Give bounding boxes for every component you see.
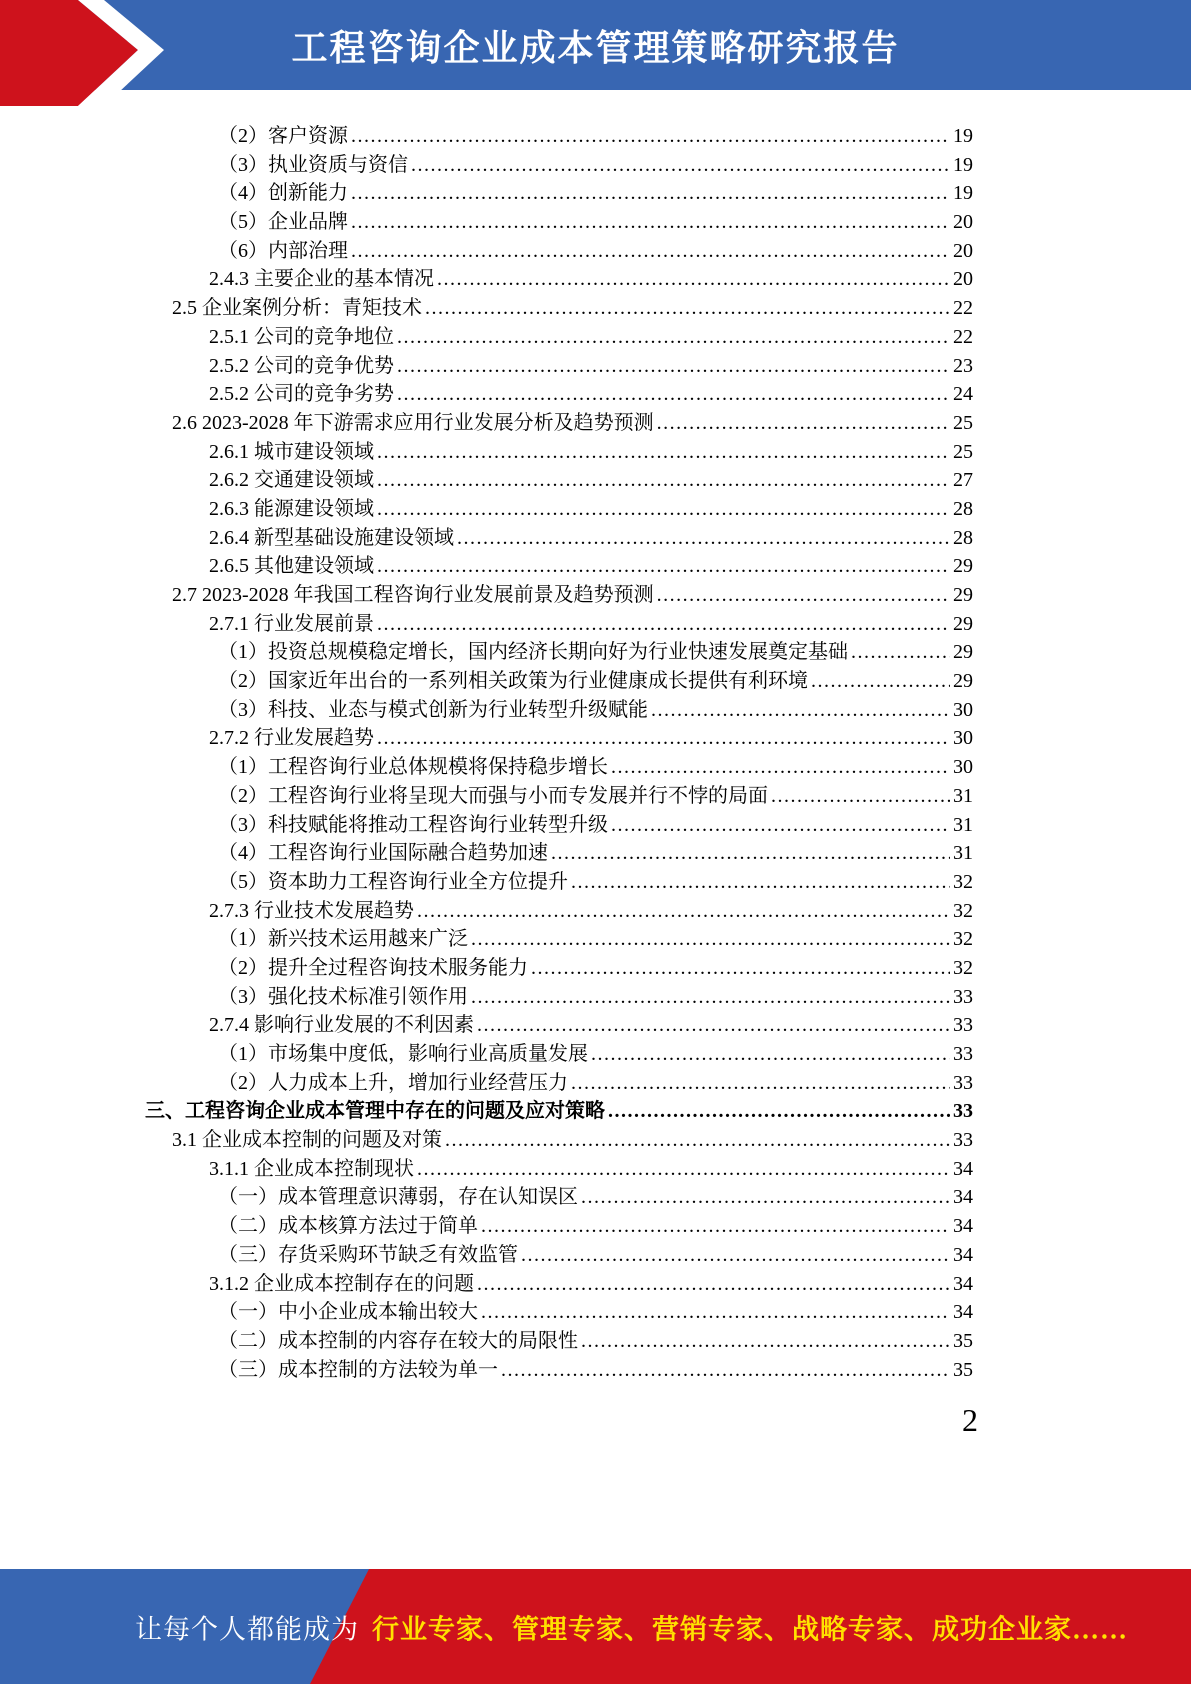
toc-entry[interactable] bbox=[145, 1298, 973, 1327]
toc-dot-leader bbox=[377, 552, 950, 581]
toc-entry[interactable] bbox=[145, 724, 973, 753]
toc-entry-title: （二）成本核算方法过于简单 bbox=[218, 1215, 478, 1238]
toc-dot-leader bbox=[471, 925, 950, 954]
toc-entry-title: （二）成本控制的内容存在较大的局限性 bbox=[218, 1329, 578, 1352]
toc-dot-leader bbox=[377, 438, 950, 467]
toc-entry[interactable] bbox=[145, 151, 973, 180]
toc-dot-leader bbox=[425, 294, 950, 323]
toc-entry[interactable] bbox=[145, 1270, 973, 1299]
toc-entry-title: 2.7.4 影响行业发展的不利因素 bbox=[209, 1014, 474, 1037]
toc-entry[interactable] bbox=[145, 1011, 973, 1040]
toc-entry[interactable] bbox=[145, 294, 973, 323]
toc-dot-leader bbox=[608, 1097, 950, 1126]
toc-dot-leader bbox=[437, 265, 950, 294]
toc-entry-title: 2.6 2023-2028 年下游需求应用行业发展分析及趋势预测 bbox=[172, 411, 654, 434]
toc-entry[interactable] bbox=[145, 352, 973, 381]
toc bbox=[145, 122, 973, 1384]
toc-entry-page: 31 bbox=[953, 784, 973, 807]
toc-entry-page: 34 bbox=[953, 1301, 973, 1324]
toc-entry-page: 29 bbox=[953, 555, 973, 578]
toc-entry-page: 33 bbox=[953, 1100, 973, 1123]
toc-entry-title: 2.5.2 公司的竞争优势 bbox=[209, 354, 394, 377]
toc-entry-title: 2.5.2 公司的竞争劣势 bbox=[209, 383, 394, 406]
toc-entry[interactable] bbox=[145, 122, 973, 151]
toc-dot-leader bbox=[571, 868, 950, 897]
toc-dot-leader bbox=[531, 954, 950, 983]
toc-dot-leader bbox=[377, 466, 950, 495]
toc-entry-title: 2.6.3 能源建设领域 bbox=[209, 497, 374, 520]
toc-entry-page: 34 bbox=[953, 1157, 973, 1180]
toc-entry-page: 31 bbox=[953, 842, 973, 865]
toc-entry[interactable] bbox=[145, 1356, 973, 1385]
toc-dot-leader bbox=[571, 1069, 950, 1098]
toc-entry[interactable] bbox=[145, 524, 973, 553]
toc-dot-leader bbox=[501, 1356, 950, 1385]
toc-entry[interactable] bbox=[145, 925, 973, 954]
toc-entry[interactable] bbox=[145, 495, 973, 524]
toc-dot-leader bbox=[397, 323, 950, 352]
toc-entry-page: 33 bbox=[953, 1129, 973, 1152]
toc-dot-leader bbox=[771, 782, 950, 811]
toc-entry-page: 31 bbox=[953, 813, 973, 836]
toc-entry-page: 32 bbox=[953, 928, 973, 951]
toc-entry-title: （2）客户资源 bbox=[218, 125, 348, 147]
toc-entry-title: （1）新兴技术运用越来广泛 bbox=[218, 928, 468, 951]
toc-dot-leader bbox=[457, 524, 950, 553]
toc-dot-leader bbox=[481, 1298, 950, 1327]
toc-entry-page: 32 bbox=[953, 870, 973, 893]
toc-entry-title: 2.7.3 行业技术发展趋势 bbox=[209, 899, 414, 922]
toc-dot-leader bbox=[351, 122, 950, 151]
toc-entry-title: （1）工程咨询行业总体规模将保持稳步增长 bbox=[218, 756, 608, 779]
toc-entry-title: 3.1.2 企业成本控制存在的问题 bbox=[209, 1272, 474, 1295]
toc-entry[interactable] bbox=[145, 782, 973, 811]
toc-entry-page: 35 bbox=[953, 1329, 973, 1352]
toc-entry-page: 30 bbox=[953, 727, 973, 750]
toc-dot-leader bbox=[351, 179, 950, 208]
toc-dot-leader bbox=[351, 237, 950, 266]
toc-entry-page: 30 bbox=[953, 756, 973, 779]
toc-entry-title: （3）科技、业态与模式创新为行业转型升级赋能 bbox=[218, 698, 648, 721]
toc-dot-leader bbox=[351, 208, 950, 237]
toc-entry-page: 28 bbox=[953, 497, 973, 520]
toc-entry-title: （一）中小企业成本输出较大 bbox=[218, 1301, 478, 1324]
toc-entry-title: （三）成本控制的方法较为单一 bbox=[218, 1358, 498, 1381]
toc-entry-title: 2.7 2023-2028 年我国工程咨询行业发展前景及趋势预测 bbox=[172, 584, 654, 606]
toc-entry-page: 29 bbox=[953, 584, 973, 606]
toc-entry-title: （5）资本助力工程咨询行业全方位提升 bbox=[218, 870, 568, 893]
toc-dot-leader bbox=[591, 1040, 950, 1069]
toc-entry-page: 33 bbox=[953, 1014, 973, 1037]
toc-entry-page: 34 bbox=[953, 1215, 973, 1238]
toc-entry[interactable] bbox=[145, 897, 973, 926]
toc-dot-leader bbox=[481, 1212, 950, 1241]
toc-entry-title: （2）国家近年出台的一系列相关政策为行业健康成长提供有利环境 bbox=[218, 670, 808, 693]
report-title: 工程咨询企业成本管理策略研究报告 bbox=[291, 26, 900, 68]
toc-dot-leader bbox=[445, 1126, 950, 1155]
toc-entry[interactable] bbox=[145, 811, 973, 840]
toc-entry[interactable] bbox=[145, 983, 973, 1012]
toc-dot-leader bbox=[397, 352, 950, 381]
toc-entry[interactable] bbox=[145, 1155, 973, 1184]
footer-slogan: 让每个人都能成为 bbox=[135, 1614, 359, 1644]
toc-entry-page: 22 bbox=[953, 325, 973, 348]
toc-entry-title: 2.5.1 公司的竞争地位 bbox=[209, 325, 394, 348]
toc-entry-title: 2.6.2 交通建设领域 bbox=[209, 469, 374, 492]
toc-entry[interactable] bbox=[145, 610, 973, 639]
toc-entry-title: 2.7.1 行业发展前景 bbox=[209, 612, 374, 635]
toc-entry-page: 23 bbox=[953, 354, 973, 377]
toc-entry[interactable] bbox=[145, 466, 973, 495]
toc-dot-leader bbox=[611, 753, 950, 782]
toc-dot-leader bbox=[377, 495, 950, 524]
toc-entry-page: 19 bbox=[953, 153, 973, 176]
toc-entry[interactable] bbox=[145, 380, 973, 409]
toc-entry[interactable] bbox=[145, 954, 973, 983]
toc-dot-leader bbox=[657, 581, 950, 610]
toc-entry-title: （一）成本管理意识薄弱，存在认知误区 bbox=[218, 1186, 578, 1209]
toc-entry-page: 34 bbox=[953, 1243, 973, 1266]
toc-dot-leader bbox=[657, 409, 950, 438]
toc-entry[interactable] bbox=[145, 552, 973, 581]
toc-entry-title: （5）企业品牌 bbox=[218, 211, 348, 234]
toc-dot-leader bbox=[477, 1270, 950, 1299]
toc-entry-title: 3.1.1 企业成本控制现状 bbox=[209, 1157, 414, 1180]
toc-entry-page: 34 bbox=[953, 1186, 973, 1209]
page-number: 2 bbox=[962, 1402, 978, 1438]
toc-entry-page: 33 bbox=[953, 985, 973, 1008]
footer-experts-text: 行业专家、管理专家、营销专家、战略专家、成功企业家…… bbox=[372, 1614, 1128, 1644]
toc-entry-page: 35 bbox=[953, 1358, 973, 1381]
toc-entry-page: 22 bbox=[953, 297, 973, 320]
toc-entry-page: 20 bbox=[953, 268, 973, 291]
toc-entry-title: （三）存货采购环节缺乏有效监管 bbox=[218, 1243, 518, 1266]
toc-entry-title: 3.1 企业成本控制的问题及对策 bbox=[172, 1129, 442, 1152]
toc-entry[interactable] bbox=[145, 323, 973, 352]
toc-entry[interactable] bbox=[145, 667, 973, 696]
toc-dot-leader bbox=[651, 696, 950, 725]
footer bbox=[0, 1569, 1191, 1684]
toc-entry-page: 28 bbox=[953, 526, 973, 549]
toc-dot-leader bbox=[417, 897, 950, 926]
toc-entry-page: 29 bbox=[953, 641, 973, 664]
toc-entry-page: 29 bbox=[953, 612, 973, 635]
toc-entry[interactable] bbox=[145, 1327, 973, 1356]
toc-entry[interactable] bbox=[145, 237, 973, 266]
toc-entry-page: 19 bbox=[953, 182, 973, 205]
toc-entry-page: 25 bbox=[953, 411, 973, 434]
toc-entry-page: 32 bbox=[953, 899, 973, 922]
toc-entry[interactable] bbox=[145, 1097, 973, 1126]
toc-entry[interactable] bbox=[145, 1241, 973, 1270]
toc-entry-title: （3）科技赋能将推动工程咨询行业转型升级 bbox=[218, 813, 608, 836]
toc-entry[interactable] bbox=[145, 868, 973, 897]
toc-entry-title: 2.4.3 主要企业的基本情况 bbox=[209, 268, 434, 291]
toc-entry[interactable] bbox=[145, 1040, 973, 1069]
toc-entry-page: 19 bbox=[953, 125, 973, 147]
toc-entry-title: 2.5 企业案例分析：青矩技术 bbox=[172, 297, 422, 320]
toc-entry-page: 27 bbox=[953, 469, 973, 492]
toc-entry[interactable] bbox=[145, 1183, 973, 1212]
toc-entry-page: 34 bbox=[953, 1272, 973, 1295]
toc-entry[interactable] bbox=[145, 265, 973, 294]
toc-entry-title: （3）执业资质与资信 bbox=[218, 153, 408, 176]
toc-dot-leader bbox=[611, 811, 950, 840]
toc-entry[interactable] bbox=[145, 696, 973, 725]
toc-entry-title: （3）强化技术标准引领作用 bbox=[218, 985, 468, 1008]
toc-entry[interactable] bbox=[145, 1212, 973, 1241]
toc-entry-page: 20 bbox=[953, 239, 973, 262]
toc-entry-title: （4）创新能力 bbox=[218, 182, 348, 205]
toc-dot-leader bbox=[551, 839, 950, 868]
toc-dot-leader bbox=[377, 610, 950, 639]
toc-dot-leader bbox=[471, 983, 950, 1012]
toc-dot-leader bbox=[581, 1327, 950, 1356]
toc-entry[interactable] bbox=[145, 1126, 973, 1155]
toc-entry[interactable] bbox=[145, 638, 973, 667]
toc-entry-page: 20 bbox=[953, 211, 973, 234]
toc-entry[interactable] bbox=[145, 438, 973, 467]
toc-dot-leader bbox=[417, 1155, 950, 1184]
toc-entry-page: 29 bbox=[953, 670, 973, 693]
toc-entry-page: 25 bbox=[953, 440, 973, 463]
toc-dot-leader bbox=[397, 380, 950, 409]
toc-dot-leader bbox=[377, 724, 950, 753]
toc-entry-page: 32 bbox=[953, 956, 973, 979]
toc-entry[interactable] bbox=[145, 1069, 973, 1098]
toc-entry-page: 33 bbox=[953, 1043, 973, 1065]
toc-entry[interactable] bbox=[145, 409, 973, 438]
toc-entry[interactable] bbox=[145, 179, 973, 208]
toc-entry-title: 2.6.1 城市建设领域 bbox=[209, 440, 374, 463]
toc-entry-title: 2.7.2 行业发展趋势 bbox=[209, 727, 374, 750]
toc-entry-page: 24 bbox=[953, 383, 973, 406]
toc-entry-title: （2）人力成本上升，增加行业经营压力 bbox=[218, 1071, 568, 1094]
toc-entry-title: （6）内部治理 bbox=[218, 239, 348, 262]
toc-entry-title: （4）工程咨询行业国际融合趋势加速 bbox=[218, 842, 548, 865]
toc-entry-page: 30 bbox=[953, 698, 973, 721]
toc-entry-title: 2.6.5 其他建设领域 bbox=[209, 555, 374, 578]
toc-entry-title: 2.6.4 新型基础设施建设领域 bbox=[209, 526, 454, 549]
toc-entry[interactable] bbox=[145, 839, 973, 868]
toc-entry-title: （1）投资总规模稳定增长，国内经济长期向好为行业快速发展奠定基础 bbox=[218, 641, 848, 664]
toc-entry-title: （2）工程咨询行业将呈现大而强与小而专发展并行不悖的局面 bbox=[218, 784, 768, 807]
toc-entry[interactable] bbox=[145, 581, 973, 610]
toc-dot-leader bbox=[477, 1011, 950, 1040]
toc-entry-title: （2）提升全过程咨询技术服务能力 bbox=[218, 956, 528, 979]
toc-entry-page: 33 bbox=[953, 1071, 973, 1094]
toc-entry[interactable] bbox=[145, 753, 973, 782]
toc-dot-leader bbox=[411, 151, 950, 180]
toc-dot-leader bbox=[521, 1241, 950, 1270]
toc-entry-title: （1）市场集中度低，影响行业高质量发展 bbox=[218, 1043, 588, 1065]
toc-dot-leader bbox=[851, 638, 950, 667]
toc-entry[interactable] bbox=[145, 208, 973, 237]
toc-dot-leader bbox=[811, 667, 950, 696]
toc-entry-title: 三、工程咨询企业成本管理中存在的问题及应对策略 bbox=[145, 1100, 605, 1123]
toc-dot-leader bbox=[581, 1183, 950, 1212]
